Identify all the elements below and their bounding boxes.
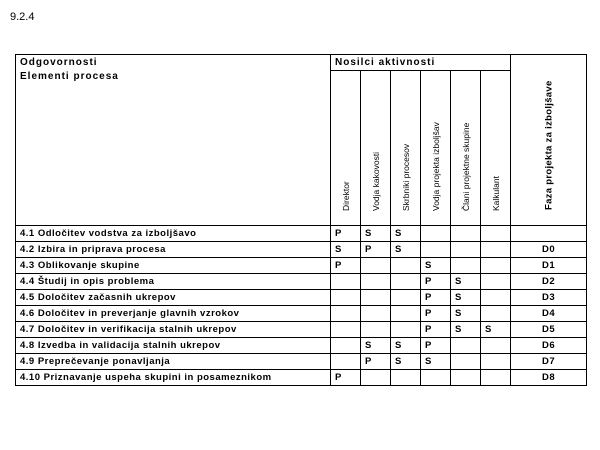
responsibility-mark: S bbox=[451, 274, 481, 290]
responsibility-mark: S bbox=[361, 226, 391, 242]
responsibility-mark bbox=[481, 306, 511, 322]
elements-header: Elementi procesa bbox=[16, 71, 331, 226]
phase-code: D6 bbox=[511, 338, 587, 354]
responsibility-mark bbox=[481, 354, 511, 370]
responsibility-mark bbox=[481, 274, 511, 290]
table-row bbox=[16, 306, 587, 322]
phase-header: Faza projekta za izboljšave bbox=[543, 80, 555, 210]
responsibility-mark: S bbox=[391, 354, 421, 370]
process-element: 4.8 Izvedba in validacija stalnih ukrepov bbox=[16, 338, 331, 354]
role-header-cell bbox=[391, 71, 421, 226]
phase-code: D3 bbox=[511, 290, 587, 306]
responsibility-mark: P bbox=[361, 354, 391, 370]
responsibility-mark bbox=[451, 370, 481, 386]
process-element: 4.6 Določitev in preverjanje glavnih vzrokov bbox=[16, 306, 331, 322]
responsibility-mark: P bbox=[331, 258, 361, 274]
responsibility-mark bbox=[361, 274, 391, 290]
responsibility-mark bbox=[481, 258, 511, 274]
responsibility-mark bbox=[451, 226, 481, 242]
phase-code: D7 bbox=[511, 354, 587, 370]
table-title: Odgovornosti bbox=[16, 55, 331, 71]
process-element: 4.1 Odločitev vodstva za izboljšavo bbox=[16, 226, 331, 242]
role-header: Direktor bbox=[340, 181, 351, 211]
process-element: 4.9 Preprečevanje ponavljanja bbox=[16, 354, 331, 370]
responsibility-mark bbox=[391, 290, 421, 306]
responsibility-mark bbox=[391, 370, 421, 386]
responsibility-mark bbox=[451, 258, 481, 274]
responsibility-mark: S bbox=[451, 306, 481, 322]
responsibility-mark: S bbox=[391, 242, 421, 258]
responsibility-mark bbox=[481, 242, 511, 258]
responsibility-mark: S bbox=[391, 338, 421, 354]
process-element: 4.7 Določitev in verifikacija stalnih ukrepov bbox=[16, 322, 331, 338]
responsibility-mark bbox=[331, 306, 361, 322]
role-header-cell bbox=[451, 71, 481, 226]
responsibility-mark bbox=[331, 274, 361, 290]
responsibility-mark: S bbox=[391, 226, 421, 242]
role-header: Vodja kakovosti bbox=[370, 151, 381, 211]
phase-code: D1 bbox=[511, 258, 587, 274]
process-element: 4.3 Oblikovanje skupine bbox=[16, 258, 331, 274]
role-header-cell bbox=[331, 71, 361, 226]
responsibility-mark: S bbox=[481, 322, 511, 338]
phase-code bbox=[511, 226, 587, 242]
process-element: 4.10 Priznavanje uspeha skupini in posameznikom bbox=[16, 370, 331, 386]
table-row bbox=[16, 322, 587, 338]
page-number: 9.2.4 bbox=[10, 11, 35, 23]
table-row bbox=[16, 354, 587, 370]
role-header-cell bbox=[421, 71, 451, 226]
process-element: 4.2 Izbira in priprava procesa bbox=[16, 242, 331, 258]
responsibility-mark bbox=[331, 322, 361, 338]
phase-code: D4 bbox=[511, 306, 587, 322]
table-row bbox=[16, 242, 587, 258]
role-header: Vodja projekta izboljšav bbox=[430, 122, 441, 211]
table-row bbox=[16, 274, 587, 290]
responsibility-mark: P bbox=[421, 338, 451, 354]
responsibility-mark bbox=[361, 322, 391, 338]
header-row-top bbox=[16, 55, 587, 71]
phase-header-cell bbox=[511, 55, 587, 226]
phase-code: D5 bbox=[511, 322, 587, 338]
header-row-roles bbox=[16, 71, 587, 226]
table-row bbox=[16, 226, 587, 242]
process-element: 4.4 Študij in opis problema bbox=[16, 274, 331, 290]
responsibility-mark: S bbox=[331, 242, 361, 258]
responsibility-mark bbox=[361, 306, 391, 322]
phase-code: D0 bbox=[511, 242, 587, 258]
responsibility-mark: S bbox=[451, 290, 481, 306]
responsibility-mark bbox=[481, 338, 511, 354]
process-element: 4.5 Določitev začasnih ukrepov bbox=[16, 290, 331, 306]
responsibility-mark bbox=[391, 274, 421, 290]
role-header-cell bbox=[361, 71, 391, 226]
responsibility-mark bbox=[481, 290, 511, 306]
table-row bbox=[16, 338, 587, 354]
phase-code: D8 bbox=[511, 370, 587, 386]
responsibility-mark: P bbox=[331, 370, 361, 386]
phase-code: D2 bbox=[511, 274, 587, 290]
role-header: Skrbniki procesov bbox=[400, 143, 411, 211]
responsibility-mark bbox=[391, 322, 421, 338]
responsibility-mark: P bbox=[421, 306, 451, 322]
responsibility-mark bbox=[421, 242, 451, 258]
responsibility-mark bbox=[361, 290, 391, 306]
responsibility-mark: P bbox=[421, 274, 451, 290]
responsibility-mark: P bbox=[421, 322, 451, 338]
responsibility-mark: S bbox=[451, 322, 481, 338]
responsibility-mark: P bbox=[361, 242, 391, 258]
responsibility-mark bbox=[481, 226, 511, 242]
responsibility-mark bbox=[451, 338, 481, 354]
responsibility-mark bbox=[451, 354, 481, 370]
responsibility-mark bbox=[331, 338, 361, 354]
responsibility-mark: P bbox=[421, 290, 451, 306]
responsibility-mark bbox=[481, 370, 511, 386]
responsibility-mark: P bbox=[331, 226, 361, 242]
role-header-cell bbox=[481, 71, 511, 226]
responsibility-mark: S bbox=[421, 354, 451, 370]
role-header: Člani projektne skupine bbox=[460, 122, 471, 211]
responsibility-mark bbox=[361, 258, 391, 274]
responsibility-mark bbox=[421, 226, 451, 242]
table-row bbox=[16, 290, 587, 306]
responsibility-mark bbox=[361, 370, 391, 386]
role-header: Kalkulant bbox=[490, 176, 501, 211]
responsibility-mark bbox=[331, 290, 361, 306]
responsibility-mark: S bbox=[421, 258, 451, 274]
responsibility-mark bbox=[391, 258, 421, 274]
responsibility-mark bbox=[451, 242, 481, 258]
responsibility-mark bbox=[421, 370, 451, 386]
carriers-header: Nosilci aktivnosti bbox=[331, 55, 511, 71]
responsibility-table bbox=[15, 54, 587, 386]
table-row bbox=[16, 258, 587, 274]
responsibility-mark bbox=[391, 306, 421, 322]
responsibility-mark bbox=[331, 354, 361, 370]
table-row bbox=[16, 370, 587, 386]
responsibility-mark: S bbox=[361, 338, 391, 354]
